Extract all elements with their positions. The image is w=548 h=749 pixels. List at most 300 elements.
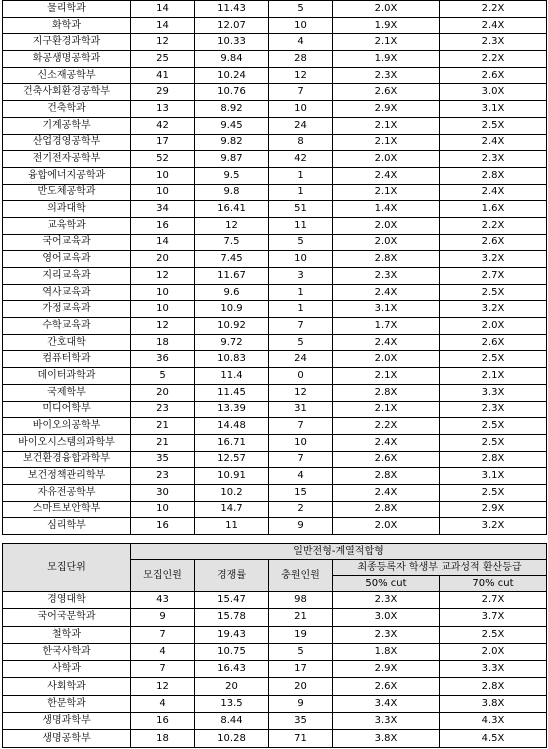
cell-recruit: 7 (131, 626, 195, 643)
header-group-title: 일반전형-계열적합형 (131, 544, 547, 560)
cell-recruit: 18 (131, 334, 195, 351)
cell-cut50: 2.2X (333, 418, 440, 435)
cell-compete: 20 (195, 678, 269, 695)
cell-extra: 1 (269, 284, 333, 301)
cell-cut50: 2.4X (333, 334, 440, 351)
cell-recruit: 25 (131, 51, 195, 68)
cell-extra: 10 (269, 434, 333, 451)
cell-unit: 간호대학 (3, 334, 131, 351)
table-row (3, 201, 547, 218)
cell-cut70: 2.9X (440, 501, 547, 518)
lower-results-body (3, 592, 547, 748)
cell-cut50: 2.1X (333, 184, 440, 201)
cell-cut50: 2.4X (333, 284, 440, 301)
cell-extra: 8 (269, 134, 333, 151)
cell-cut50: 2.0X (333, 217, 440, 234)
header-cut50: 50% cut (333, 576, 440, 592)
table-row (3, 151, 547, 168)
cell-compete: 12 (195, 217, 269, 234)
cell-recruit: 14 (131, 17, 195, 34)
cell-unit: 데이터과학과 (3, 368, 131, 385)
cell-unit: 스마트보안학부 (3, 501, 131, 518)
table-row (3, 167, 547, 184)
header-extra: 충원인원 (269, 560, 333, 592)
cell-compete: 8.92 (195, 101, 269, 118)
cell-compete: 10.33 (195, 34, 269, 51)
header-compete: 경쟁률 (195, 560, 269, 592)
cell-extra: 7 (269, 318, 333, 335)
cell-cut50: 3.1X (333, 301, 440, 318)
cell-extra: 7 (269, 84, 333, 101)
cell-compete: 14.7 (195, 501, 269, 518)
cell-extra: 19 (269, 626, 333, 643)
cell-extra: 1 (269, 301, 333, 318)
cell-cut50: 1.7X (333, 318, 440, 335)
cell-unit: 철학과 (3, 626, 131, 643)
cell-cut50: 2.8X (333, 468, 440, 485)
cell-unit: 생명공학부 (3, 730, 131, 747)
cell-cut50: 2.6X (333, 451, 440, 468)
cell-cut50: 1.9X (333, 17, 440, 34)
cell-compete: 11.45 (195, 384, 269, 401)
cell-extra: 20 (269, 678, 333, 695)
cell-recruit: 36 (131, 351, 195, 368)
cell-cut50: 2.8X (333, 251, 440, 268)
cell-compete: 10.76 (195, 84, 269, 101)
cell-recruit: 21 (131, 418, 195, 435)
cell-extra: 5 (269, 334, 333, 351)
cell-cut50: 2.0X (333, 151, 440, 168)
cell-extra: 3 (269, 268, 333, 285)
table-row (3, 592, 547, 609)
table-row (3, 661, 547, 678)
cell-cut70: 3.2X (440, 301, 547, 318)
cell-cut70: 2.2X (440, 1, 547, 18)
cell-unit: 컴퓨터학과 (3, 351, 131, 368)
cell-cut70: 3.1X (440, 468, 547, 485)
cell-recruit: 12 (131, 34, 195, 51)
table-row (3, 451, 547, 468)
cell-cut70: 2.2X (440, 217, 547, 234)
cell-unit: 전기전자공학부 (3, 151, 131, 168)
cell-unit: 국제학부 (3, 384, 131, 401)
cell-extra: 15 (269, 484, 333, 501)
cell-recruit: 10 (131, 501, 195, 518)
cell-compete: 9.8 (195, 184, 269, 201)
cell-cut50: 2.3X (333, 268, 440, 285)
table-row (3, 268, 547, 285)
cell-unit: 미디어학부 (3, 401, 131, 418)
cell-unit: 국어국문학과 (3, 609, 131, 626)
cell-recruit: 9 (131, 609, 195, 626)
cell-cut70: 3.0X (440, 84, 547, 101)
table-row (3, 626, 547, 643)
table-row (3, 34, 547, 51)
cell-extra: 12 (269, 67, 333, 84)
cell-compete: 10.9 (195, 301, 269, 318)
cell-compete: 7.45 (195, 251, 269, 268)
table-row (3, 117, 547, 134)
cell-cut50: 2.1X (333, 117, 440, 134)
cell-recruit: 4 (131, 643, 195, 660)
cell-compete: 15.47 (195, 592, 269, 609)
cell-unit: 가정교육과 (3, 301, 131, 318)
lower-results-table (2, 543, 547, 748)
table-row (3, 695, 547, 712)
cell-compete: 9.5 (195, 167, 269, 184)
cell-recruit: 35 (131, 451, 195, 468)
cell-unit: 화공생명공학과 (3, 51, 131, 68)
cell-unit: 산업경영공학부 (3, 134, 131, 151)
cell-unit: 영어교육과 (3, 251, 131, 268)
table-row (3, 609, 547, 626)
cell-cut50: 2.6X (333, 84, 440, 101)
cell-extra: 21 (269, 609, 333, 626)
table-row (3, 84, 547, 101)
table-row (3, 368, 547, 385)
cell-cut70: 2.8X (440, 451, 547, 468)
cell-cut70: 2.2X (440, 51, 547, 68)
cell-extra: 42 (269, 151, 333, 168)
cell-unit: 한국사학과 (3, 643, 131, 660)
cell-cut50: 1.9X (333, 51, 440, 68)
cell-unit: 화학과 (3, 17, 131, 34)
cell-unit: 의과대학 (3, 201, 131, 218)
table-row (3, 301, 547, 318)
cell-cut70: 2.8X (440, 167, 547, 184)
cell-cut70: 3.3X (440, 384, 547, 401)
cell-cut50: 2.1X (333, 134, 440, 151)
cell-unit: 보건정책관리학부 (3, 468, 131, 485)
cell-extra: 24 (269, 117, 333, 134)
cell-cut70: 2.5X (440, 484, 547, 501)
cell-extra: 51 (269, 201, 333, 218)
cell-recruit: 43 (131, 592, 195, 609)
cell-recruit: 29 (131, 84, 195, 101)
cell-cut50: 2.9X (333, 101, 440, 118)
lower-table-header (3, 544, 547, 592)
cell-unit: 역사교육과 (3, 284, 131, 301)
cell-extra: 28 (269, 51, 333, 68)
cell-cut70: 2.5X (440, 418, 547, 435)
cell-compete: 12.57 (195, 451, 269, 468)
cell-recruit: 7 (131, 661, 195, 678)
cell-compete: 10.83 (195, 351, 269, 368)
cell-cut70: 3.3X (440, 661, 547, 678)
cell-unit: 사학과 (3, 661, 131, 678)
cell-recruit: 14 (131, 1, 195, 18)
cell-compete: 11.43 (195, 1, 269, 18)
table-row (3, 318, 547, 335)
cell-cut70: 3.2X (440, 251, 547, 268)
cell-compete: 11 (195, 518, 269, 535)
cell-compete: 11.4 (195, 368, 269, 385)
cell-cut50: 3.0X (333, 609, 440, 626)
cell-cut70: 2.5X (440, 117, 547, 134)
table-row (3, 17, 547, 34)
table-row (3, 678, 547, 695)
cell-cut70: 2.3X (440, 151, 547, 168)
cell-extra: 2 (269, 501, 333, 518)
cell-unit: 바이오의공학부 (3, 418, 131, 435)
cell-compete: 11.67 (195, 268, 269, 285)
cell-extra: 71 (269, 730, 333, 747)
cell-recruit: 41 (131, 67, 195, 84)
cell-unit: 국어교육과 (3, 234, 131, 251)
cell-compete: 9.45 (195, 117, 269, 134)
cell-unit: 바이오시스템의과학부 (3, 434, 131, 451)
cell-extra: 9 (269, 518, 333, 535)
cell-cut50: 2.9X (333, 661, 440, 678)
cell-cut70: 2.6X (440, 67, 547, 84)
cell-extra: 1 (269, 184, 333, 201)
cell-recruit: 10 (131, 301, 195, 318)
cell-unit: 경영대학 (3, 592, 131, 609)
cell-compete: 10.28 (195, 730, 269, 747)
table-row (3, 251, 547, 268)
cell-cut50: 2.8X (333, 501, 440, 518)
cell-compete: 13.5 (195, 695, 269, 712)
cell-extra: 17 (269, 661, 333, 678)
cell-cut50: 2.1X (333, 368, 440, 385)
cell-recruit: 16 (131, 713, 195, 730)
cell-cut70: 2.0X (440, 643, 547, 660)
cell-compete: 10.2 (195, 484, 269, 501)
cell-cut50: 2.1X (333, 401, 440, 418)
cell-cut70: 2.3X (440, 401, 547, 418)
header-unit: 모집단위 (3, 544, 131, 592)
cell-recruit: 12 (131, 318, 195, 335)
table-row (3, 184, 547, 201)
cell-cut50: 2.0X (333, 1, 440, 18)
cell-recruit: 20 (131, 384, 195, 401)
upper-results-body (3, 1, 547, 535)
cell-recruit: 17 (131, 134, 195, 151)
cell-extra: 35 (269, 713, 333, 730)
cell-recruit: 13 (131, 101, 195, 118)
cell-extra: 10 (269, 251, 333, 268)
cell-compete: 10.75 (195, 643, 269, 660)
cell-compete: 9.72 (195, 334, 269, 351)
cell-extra: 1 (269, 167, 333, 184)
cell-recruit: 12 (131, 268, 195, 285)
cell-cut70: 2.8X (440, 678, 547, 695)
cell-extra: 10 (269, 101, 333, 118)
cell-unit: 신소재공학부 (3, 67, 131, 84)
header-grade-title: 최종등록자 학생부 교과성적 환산등급 (333, 560, 547, 576)
cell-unit: 생명과학부 (3, 713, 131, 730)
cell-cut50: 1.8X (333, 643, 440, 660)
cell-cut70: 2.1X (440, 368, 547, 385)
cell-cut70: 2.3X (440, 34, 547, 51)
cell-unit: 사회학과 (3, 678, 131, 695)
cell-extra: 31 (269, 401, 333, 418)
cell-cut70: 2.6X (440, 334, 547, 351)
cell-unit: 지구환경과학과 (3, 34, 131, 51)
cell-recruit: 23 (131, 468, 195, 485)
table-row (3, 67, 547, 84)
cell-unit: 교육학과 (3, 217, 131, 234)
cell-cut70: 3.7X (440, 609, 547, 626)
cell-cut50: 2.0X (333, 234, 440, 251)
cell-unit: 기계공학부 (3, 117, 131, 134)
cell-compete: 16.71 (195, 434, 269, 451)
cell-compete: 9.87 (195, 151, 269, 168)
cell-cut50: 2.6X (333, 678, 440, 695)
cell-cut70: 2.5X (440, 351, 547, 368)
cell-compete: 10.24 (195, 67, 269, 84)
header-cut70: 70% cut (440, 576, 547, 592)
cell-recruit: 10 (131, 167, 195, 184)
cell-cut50: 2.3X (333, 592, 440, 609)
table-row (3, 518, 547, 535)
cell-extra: 4 (269, 468, 333, 485)
cell-cut70: 2.6X (440, 234, 547, 251)
cell-recruit: 34 (131, 201, 195, 218)
cell-recruit: 52 (131, 151, 195, 168)
cell-recruit: 16 (131, 518, 195, 535)
cell-cut70: 2.4X (440, 17, 547, 34)
table-row (3, 643, 547, 660)
cell-unit: 지리교육과 (3, 268, 131, 285)
cell-recruit: 16 (131, 217, 195, 234)
cell-compete: 13.39 (195, 401, 269, 418)
cell-unit: 건축학과 (3, 101, 131, 118)
cell-compete: 8.44 (195, 713, 269, 730)
cell-cut70: 4.5X (440, 730, 547, 747)
cell-cut70: 3.8X (440, 695, 547, 712)
cell-recruit: 30 (131, 484, 195, 501)
cell-cut70: 2.5X (440, 284, 547, 301)
cell-cut70: 2.7X (440, 268, 547, 285)
cell-extra: 7 (269, 451, 333, 468)
cell-compete: 10.91 (195, 468, 269, 485)
cell-cut50: 2.0X (333, 518, 440, 535)
cell-cut50: 3.4X (333, 695, 440, 712)
cell-cut70: 1.6X (440, 201, 547, 218)
cell-cut50: 3.8X (333, 730, 440, 747)
cell-extra: 0 (269, 368, 333, 385)
cell-cut50: 2.4X (333, 484, 440, 501)
cell-cut50: 2.3X (333, 626, 440, 643)
cell-unit: 반도체공학과 (3, 184, 131, 201)
cell-compete: 9.84 (195, 51, 269, 68)
cell-cut50: 2.4X (333, 167, 440, 184)
cell-extra: 10 (269, 17, 333, 34)
cell-compete: 14.48 (195, 418, 269, 435)
cell-unit: 자유전공학부 (3, 484, 131, 501)
table-row (3, 730, 547, 747)
cell-extra: 9 (269, 695, 333, 712)
table-row (3, 468, 547, 485)
cell-recruit: 42 (131, 117, 195, 134)
table-row (3, 1, 547, 18)
cell-compete: 7.5 (195, 234, 269, 251)
cell-recruit: 4 (131, 695, 195, 712)
cell-cut50: 1.4X (333, 201, 440, 218)
cell-recruit: 21 (131, 434, 195, 451)
table-row (3, 351, 547, 368)
cell-cut70: 3.1X (440, 101, 547, 118)
table-row (3, 51, 547, 68)
cell-cut70: 2.5X (440, 626, 547, 643)
cell-extra: 4 (269, 34, 333, 51)
cell-extra: 24 (269, 351, 333, 368)
cell-compete: 19.43 (195, 626, 269, 643)
table-row (3, 484, 547, 501)
upper-results-table (2, 0, 547, 535)
cell-unit: 건축사회환경공학부 (3, 84, 131, 101)
cell-compete: 9.82 (195, 134, 269, 151)
cell-recruit: 18 (131, 730, 195, 747)
cell-recruit: 23 (131, 401, 195, 418)
cell-compete: 16.41 (195, 201, 269, 218)
table-row (3, 101, 547, 118)
cell-unit: 융합에너지공학과 (3, 167, 131, 184)
cell-recruit: 5 (131, 368, 195, 385)
table-row (3, 217, 547, 234)
cell-cut70: 2.0X (440, 318, 547, 335)
cell-cut50: 3.3X (333, 713, 440, 730)
cell-unit: 한문학과 (3, 695, 131, 712)
cell-extra: 11 (269, 217, 333, 234)
table-row (3, 234, 547, 251)
cell-extra: 98 (269, 592, 333, 609)
table-row (3, 334, 547, 351)
cell-compete: 12.07 (195, 17, 269, 34)
cell-unit: 물리학과 (3, 1, 131, 18)
cell-extra: 7 (269, 418, 333, 435)
cell-recruit: 10 (131, 284, 195, 301)
table-row (3, 501, 547, 518)
cell-cut70: 2.4X (440, 134, 547, 151)
cell-cut70: 2.7X (440, 592, 547, 609)
cell-recruit: 10 (131, 184, 195, 201)
cell-cut50: 2.0X (333, 351, 440, 368)
cell-cut70: 3.2X (440, 518, 547, 535)
cell-compete: 16.43 (195, 661, 269, 678)
cell-compete: 10.92 (195, 318, 269, 335)
table-row (3, 134, 547, 151)
header-recruit: 모집인원 (131, 560, 195, 592)
cell-recruit: 12 (131, 678, 195, 695)
cell-extra: 5 (269, 234, 333, 251)
table-row (3, 384, 547, 401)
table-row (3, 401, 547, 418)
table-row (3, 713, 547, 730)
cell-compete: 15.78 (195, 609, 269, 626)
cell-cut70: 2.5X (440, 434, 547, 451)
table-row (3, 434, 547, 451)
cell-recruit: 20 (131, 251, 195, 268)
cell-cut70: 2.4X (440, 184, 547, 201)
cell-unit: 심리학부 (3, 518, 131, 535)
cell-unit: 수학교육과 (3, 318, 131, 335)
table-row (3, 418, 547, 435)
cell-cut70: 4.3X (440, 713, 547, 730)
cell-compete: 9.6 (195, 284, 269, 301)
cell-recruit: 14 (131, 234, 195, 251)
cell-cut50: 2.1X (333, 34, 440, 51)
cell-extra: 5 (269, 643, 333, 660)
cell-extra: 5 (269, 1, 333, 18)
table-row (3, 284, 547, 301)
cell-cut50: 2.8X (333, 384, 440, 401)
cell-cut50: 2.3X (333, 67, 440, 84)
cell-cut50: 2.4X (333, 434, 440, 451)
cell-extra: 12 (269, 384, 333, 401)
cell-unit: 보건환경융합과학부 (3, 451, 131, 468)
